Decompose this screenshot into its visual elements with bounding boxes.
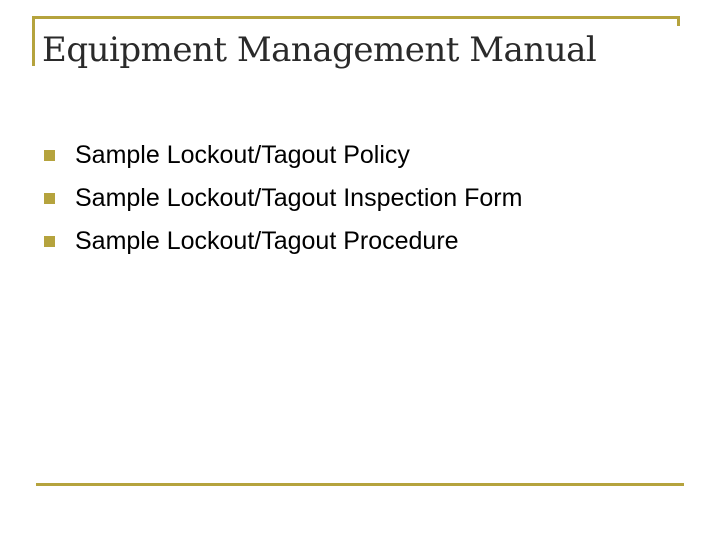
frame-top-line [32,16,680,19]
slide-title: Equipment Management Manual [42,30,597,70]
bullet-text: Sample Lockout/Tagout Procedure [75,227,459,255]
frame-right-line [677,16,680,26]
bullet-list [44,134,522,263]
square-bullet-icon [44,193,55,204]
bullet-item [44,134,522,177]
bullet-item [44,177,522,220]
square-bullet-icon [44,236,55,247]
frame-left-line [32,16,35,66]
bullet-text: Sample Lockout/Tagout Policy [75,141,410,169]
bullet-item [44,220,522,263]
frame-bottom-line [36,483,684,486]
bullet-text: Sample Lockout/Tagout Inspection Form [75,184,523,212]
square-bullet-icon [44,150,55,161]
